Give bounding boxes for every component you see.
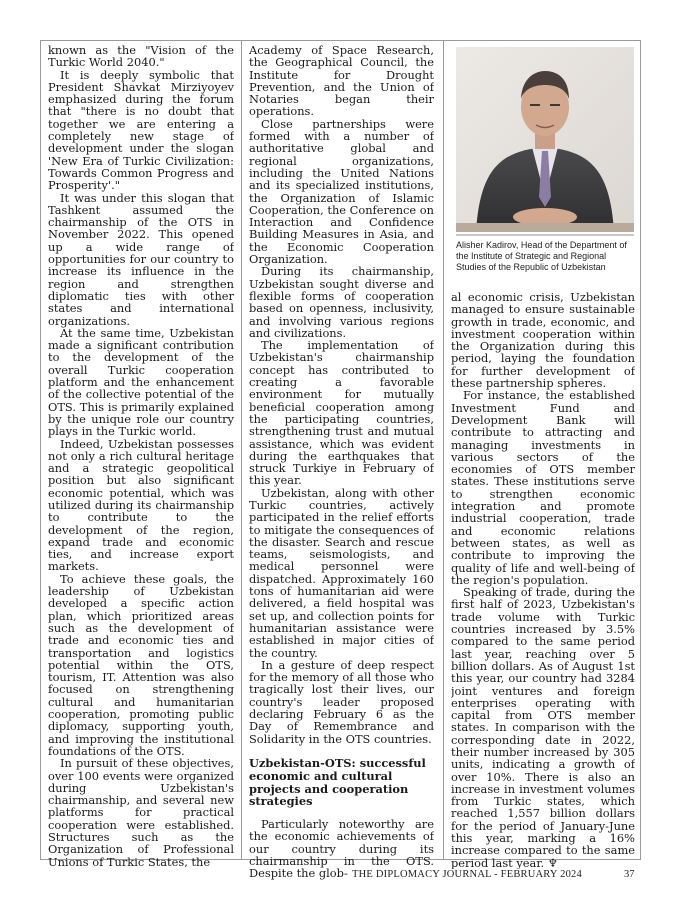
- paragraph: The implementation of Uzbekistan's chairmanship concept has contributed to creating a favorable environment for mutually beneficial cooperation among the participating countries, strengthening trust and mutual assistance, which was evident during the earthquakes that struck Turkiye in February of this year.: [249, 338, 434, 488]
- paragraph: During its chairmanship, Uzbekistan sought diverse and flexible forms of cooperation based on openness, inclusivity, and involving various regions and civilizations.: [249, 264, 434, 340]
- paragraph: al economic crisis, Uzbekistan managed to ensure sustainable growth in trade, economic, and investment cooperation within the Organization during this period, laying the foundation for further development of these partnership spheres.: [451, 291, 635, 391]
- paragraph: At the same time, Uzbekistan made a significant contribution to the development of the overall Turkic cooperation platform and the enhancement of the collective potential of the OTS. This is primarily explained by the unique role our country plays in the Turkic world.: [48, 325, 234, 439]
- paragraph: To achieve these goals, the leadership of Uzbekistan developed a specific action plan, which prioritized areas such as the development of trade and economic ties and transportation and logistics potential within the OTS, tourism, IT. Attention was also focused on strengthening cultural and humanitarian cooperation, promoting public diplomacy, supporting youth, and improving the institutional foundations of the OTS.: [48, 571, 234, 758]
- end-mark-icon: ♆: [547, 855, 558, 869]
- paragraph: [451, 586, 635, 869]
- column-2: [249, 44, 434, 880]
- photo-caption: Alisher Kadirov, Head of the Department of the Institute of Strategic and Regional Studies of the Republic of Uzbekistan: [456, 240, 627, 272]
- column-divider-left: [241, 40, 242, 860]
- column-3: [451, 291, 635, 869]
- paragraph: In a gesture of deep respect for the memory of all those who tragically lost their lives, our country's leader proposed declaring February 6 as the Day of Remembrance and Solidarity in the OTS countries.: [249, 657, 434, 746]
- column-divider-right: [443, 40, 444, 860]
- paragraph: In pursuit of these objectives, over 100 events were organized during Uzbekistan's chairmanship, and several new platforms for practical cooperation were established. Structures such as the Organization of Professional Unions of Turkic States, the: [48, 756, 234, 868]
- journal-footer: THE DIPLOMACY JOURNAL - FEBRUARY 2024: [352, 869, 582, 880]
- portrait-photo: [456, 47, 634, 232]
- section-subheading: Uzbekistan-OTS: successful economic and cultural projects and cooperation strategies: [249, 755, 426, 809]
- paragraph: Particularly noteworthy are the economic achievements of our country during its chairmanship in the OTS. Despite the glob-: [249, 817, 434, 880]
- paragraph: Uzbekistan, along with other Turkic countries, actively participated in the relief efforts to mitigate the consequences of the disaster. Search and rescue teams, seismologists, and medical personnel were dispatched. Approximately 160 tons of humanitarian aid were delivered, a field hospital was set up, and collection points for humanitarian assistance were established in major cities of the country.: [249, 485, 434, 660]
- paragraph: It is deeply symbolic that President Shavkat Mirziyoyev emphasized during the forum that "there is no doubt that together we are entering a completely new stage of development under the slogan 'New Era of Turkic Civilization: Towards Common Progress and Prosperity'.": [48, 67, 234, 193]
- paragraph: known as the "Vision of the Turkic World 2040.": [48, 44, 234, 70]
- page-number: 37: [624, 869, 635, 880]
- paragraph: Close partnerships were formed with a number of authoritative global and regional organizations, including the United Nations and its specialized institutions, the Organization of Islamic Cooperation, the Conference on Interaction and Confidence Building Measures in Asia, and the Economic Cooperation Organization.: [249, 116, 434, 267]
- paragraph: For instance, the established Investment Fund and Development Bank will contribute to attracting and managing investments in various sectors of the economies of OTS member states. These institutions serve to strengthen economic integration and promote industrial cooperation, trade and economic relations between states, as well as contribute to improving the quality of life and well-being of the region's population.: [451, 388, 635, 587]
- caption-divider: [456, 234, 634, 236]
- paragraph: It was under this slogan that Tashkent assumed the chairmanship of the OTS in November 2022. This opened up a wide range of opportunities for our country to increase its influence in the region and strengthen diplomatic ties with other states and international organizations.: [48, 190, 234, 328]
- paragraph: Indeed, Uzbekistan possesses not only a rich cultural heritage and a strategic geopolitical position but also significant economic potential, which was utilized during its chairmanship to contribute to the development of the region, expand trade and economic ties, and increase export markets.: [48, 436, 234, 574]
- paragraph: Academy of Space Research, the Geographical Council, the Institute for Drought Prevention, and the Union of Notaries began their operations.: [249, 44, 434, 119]
- paragraph-text: Speaking of trade, during the first half of 2023, Uzbekistan's trade volume with Turkic countries increased by 3.5% compared to the same period last year, reaching over 5 billion dollars. As of August 1st this year, our country had 3284 joint ventures and foreign enterprises operating with capital from OTS member states. In comparison with the corresponding date in 2022, their number increased by 305 units, indicating a growth of over 10%. There is also an increase in investment volumes from Turkic states, which reached 1,557 billion dollars for the period of January-June this year, marking a 16% increase compared to the same period last year.: [451, 585, 635, 869]
- column-1: [48, 44, 234, 868]
- portrait-illustration: [456, 47, 634, 232]
